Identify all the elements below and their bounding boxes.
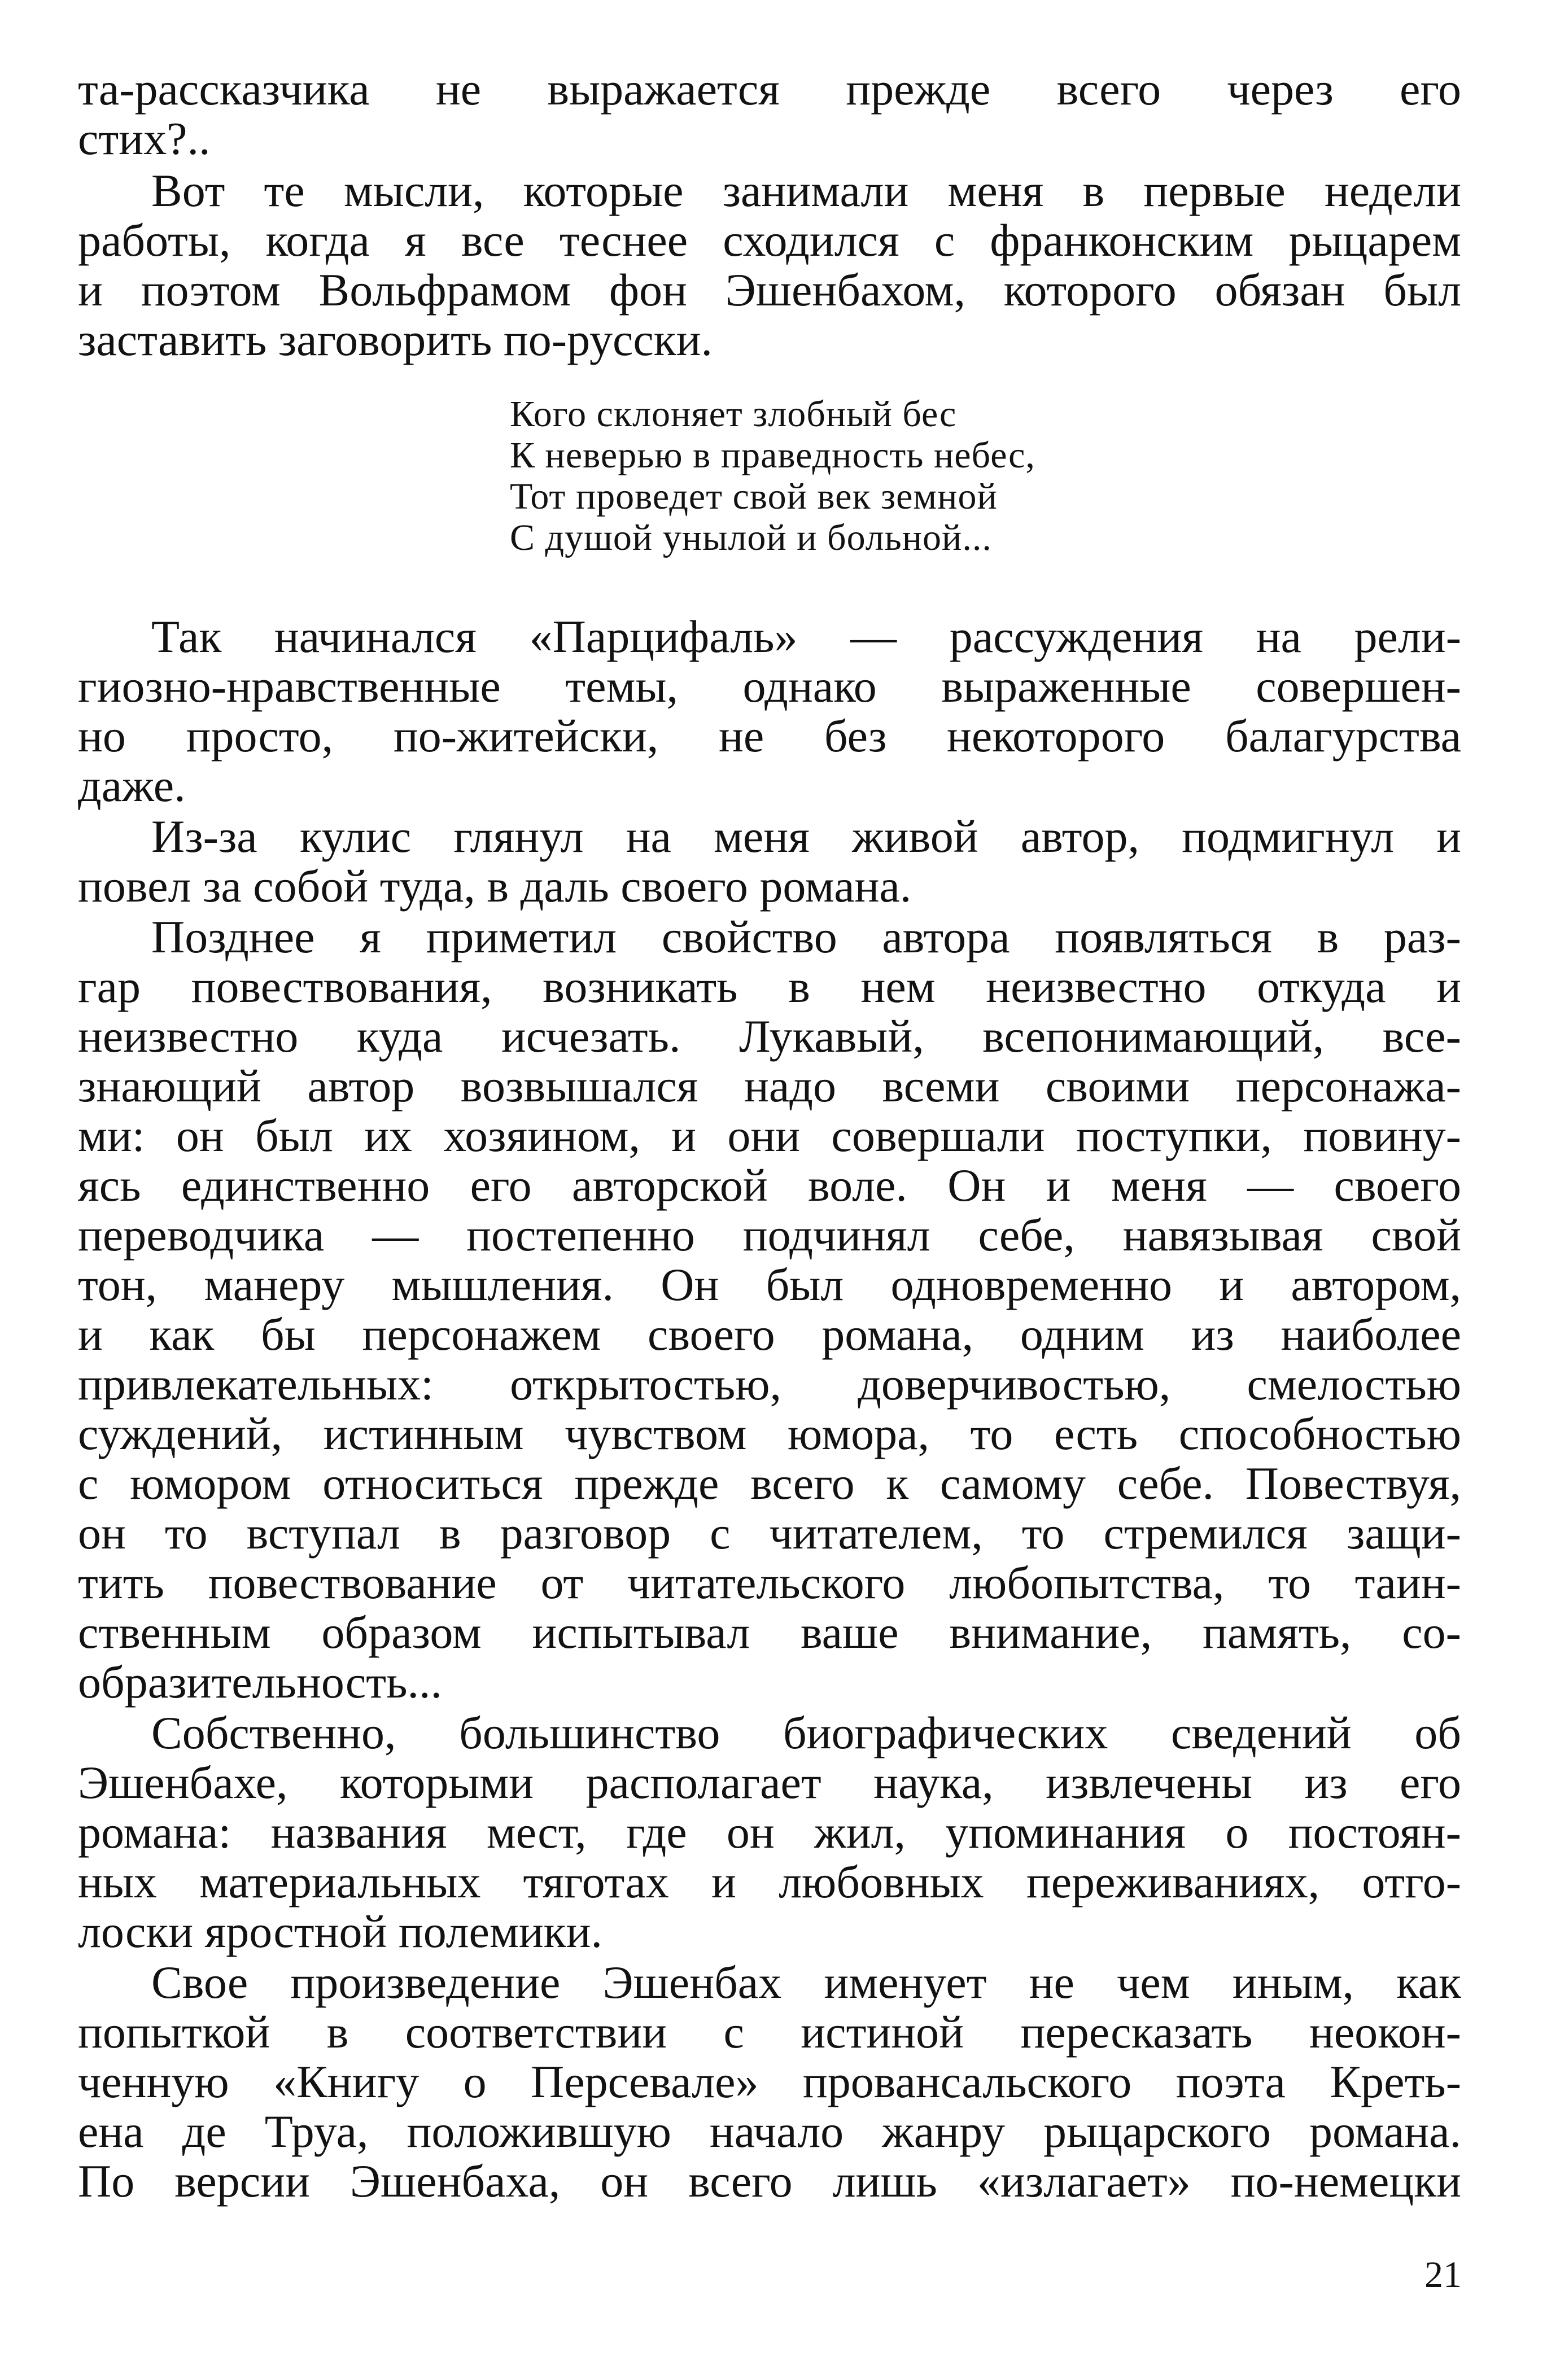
text-line: он то вступал в разговор с читателем, то стремился защи- bbox=[78, 1507, 1461, 1559]
text-line: стих?.. bbox=[78, 113, 211, 164]
text-line: романа: названия мест, где он жил, упоминания о постоян- bbox=[78, 1806, 1461, 1858]
text-line: Из-за кулис глянул на меня живой автор, подмигнул и bbox=[151, 811, 1461, 862]
book-page bbox=[78, 62, 1461, 2309]
text-line: ченную «Книгу о Персевале» провансальского поэта Креть- bbox=[78, 2056, 1461, 2107]
text-line: с юмором относиться прежде всего к самому себе. Повествуя, bbox=[78, 1458, 1461, 1509]
page-number: 21 bbox=[1424, 2254, 1462, 2295]
text-line: суждений, истинным чувством юмора, то есть способностью bbox=[78, 1408, 1461, 1459]
text-line: ственным образом испытывал ваше внимание, память, со- bbox=[78, 1607, 1461, 1658]
text-line: гиозно-нравственные темы, однако выраженные совершен- bbox=[78, 660, 1461, 712]
text-line: Так начинался «Парцифаль» — рассуждения на рели- bbox=[151, 611, 1461, 662]
text-line: даже. bbox=[78, 760, 186, 811]
verse-line: К неверью в праведность небес, bbox=[510, 435, 1035, 476]
text-line: образительность... bbox=[78, 1656, 442, 1708]
text-line: попыткой в соответствии с истиной пересказать неокон- bbox=[78, 2006, 1461, 2058]
text-line: заставить заговорить по-русски. bbox=[78, 314, 713, 365]
text-line: Собственно, большинство биографических сведений об bbox=[151, 1707, 1461, 1758]
text-line: ена де Труа, положившую начало жанру рыцарского романа. bbox=[78, 2106, 1461, 2157]
text-line: Эшенбахе, которыми располагает наука, извлечены из его bbox=[78, 1757, 1461, 1808]
verse-line: Тот проведет свой век земной bbox=[510, 476, 998, 517]
text-line: та-рассказчика не выражается прежде всего через его bbox=[78, 63, 1461, 115]
text-line: лоски яростной полемики. bbox=[78, 1906, 602, 1957]
text-line: гар повествования, возникать в нем неизвестно откуда и bbox=[78, 961, 1461, 1012]
text-line: ных материальных тяготах и любовных переживаниях, отго- bbox=[78, 1856, 1461, 1908]
text-line: Вот те мысли, которые занимали меня в первые недели bbox=[151, 165, 1461, 216]
text-line: знающий автор возвышался надо всеми своими персонажа- bbox=[78, 1060, 1461, 1112]
text-line: ясь единственно его авторской воле. Он и меня — своего bbox=[78, 1160, 1461, 1211]
text-line: привлекательных: открытостью, доверчивостью, смелостью bbox=[78, 1358, 1461, 1410]
verse-line: Кого склоняет злобный бес bbox=[510, 393, 957, 435]
text-line: и поэтом Вольфрамом фон Эшенбахом, которого обязан был bbox=[78, 264, 1461, 316]
text-line: Свое произведение Эшенбах именует не чем иным, как bbox=[151, 1957, 1461, 2008]
text-line: переводчика — постепенно подчинял себе, навязывая свой bbox=[78, 1209, 1461, 1261]
text-line: тон, манеру мышления. Он был одновременно и автором, bbox=[78, 1259, 1461, 1310]
text-line: повел за собой туда, в даль своего романа. bbox=[78, 860, 912, 912]
text-line: работы, когда я все теснее сходился с франконским рыцарем bbox=[78, 215, 1461, 266]
text-line: Позднее я приметил свойство автора появляться в раз- bbox=[151, 911, 1461, 963]
text-line: но просто, по-житейски, не без некоторого балагурства bbox=[78, 710, 1461, 762]
text-line: ми: он был их хозяином, и они совершали поступки, повину- bbox=[78, 1110, 1461, 1161]
verse-line: С душой унылой и больной... bbox=[510, 517, 992, 558]
text-line: и как бы персонажем своего романа, одним из наиболее bbox=[78, 1309, 1461, 1360]
text-line: неизвестно куда исчезать. Лукавый, всепонимающий, все- bbox=[78, 1010, 1461, 1062]
text-line: По версии Эшенбаха, он всего лишь «излагает» по-немецки bbox=[78, 2155, 1461, 2207]
text-line: тить повествование от читательского любопытства, то таин- bbox=[78, 1557, 1461, 1608]
